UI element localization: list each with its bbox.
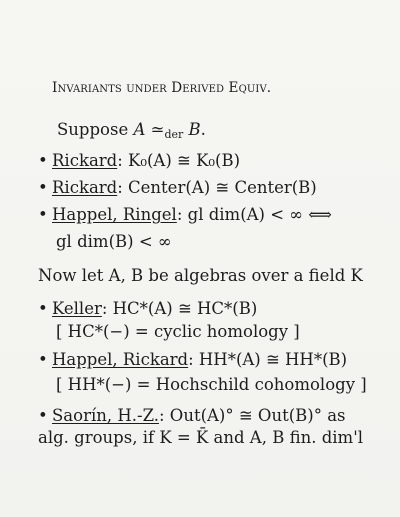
bullet-author: Saorín, H.-Z.	[52, 406, 159, 425]
bullet-marker: •	[38, 299, 48, 318]
bullet-item	[38, 178, 317, 198]
intro-pre: Suppose	[57, 120, 134, 139]
bullet-formula: : gl dim(A) < ∞ ⟺	[176, 205, 332, 224]
bullet-marker: •	[38, 178, 48, 197]
intro-sub: der	[164, 128, 184, 141]
bullet-continuation: [ HH*(−) = Hochschild cohomology ]	[56, 375, 367, 394]
intro-line	[57, 120, 206, 145]
bullet-marker: •	[38, 151, 48, 170]
page-title: Invariants under Derived Equiv.	[52, 80, 272, 96]
bullet-continuation: gl dim(B) < ∞	[56, 232, 172, 251]
bullet-author: Rickard	[52, 178, 118, 197]
bullet-item	[38, 151, 240, 171]
intro-a: A	[133, 120, 146, 139]
bullet-formula: : K₀(A) ≅ K₀(B)	[117, 151, 241, 170]
bullet-marker: •	[38, 406, 48, 425]
bullet-item	[38, 205, 332, 225]
section-sentence: Now let A, B be algebras over a field K	[38, 266, 363, 285]
intro-sym: ≃	[145, 120, 165, 139]
bullet-author: Happel, Rickard	[52, 350, 189, 369]
intro-b: B	[183, 120, 201, 139]
bullet-author: Rickard	[52, 151, 118, 170]
bullet-author: Keller	[52, 299, 102, 318]
bullet-formula: : Out(A)° ≅ Out(B)° as	[158, 406, 346, 425]
bullet-item	[38, 299, 257, 319]
bullet-formula: : HH*(A) ≅ HH*(B)	[188, 350, 348, 369]
bullet-marker: •	[38, 350, 48, 369]
bullet-item	[38, 406, 346, 426]
bullet-continuation: [ HC*(−) = cyclic homology ]	[56, 322, 300, 341]
bullet-formula: : HC*(A) ≅ HC*(B)	[101, 299, 258, 318]
intro-dot: .	[200, 120, 206, 139]
bullet-author: Happel, Ringel	[52, 205, 177, 224]
bullet-continuation: alg. groups, if K = K̄ and A, B fin. dim'l	[38, 428, 364, 447]
bullet-formula: : Center(A) ≅ Center(B)	[117, 178, 317, 197]
bullet-item	[38, 350, 347, 370]
bullet-marker: •	[38, 205, 48, 224]
